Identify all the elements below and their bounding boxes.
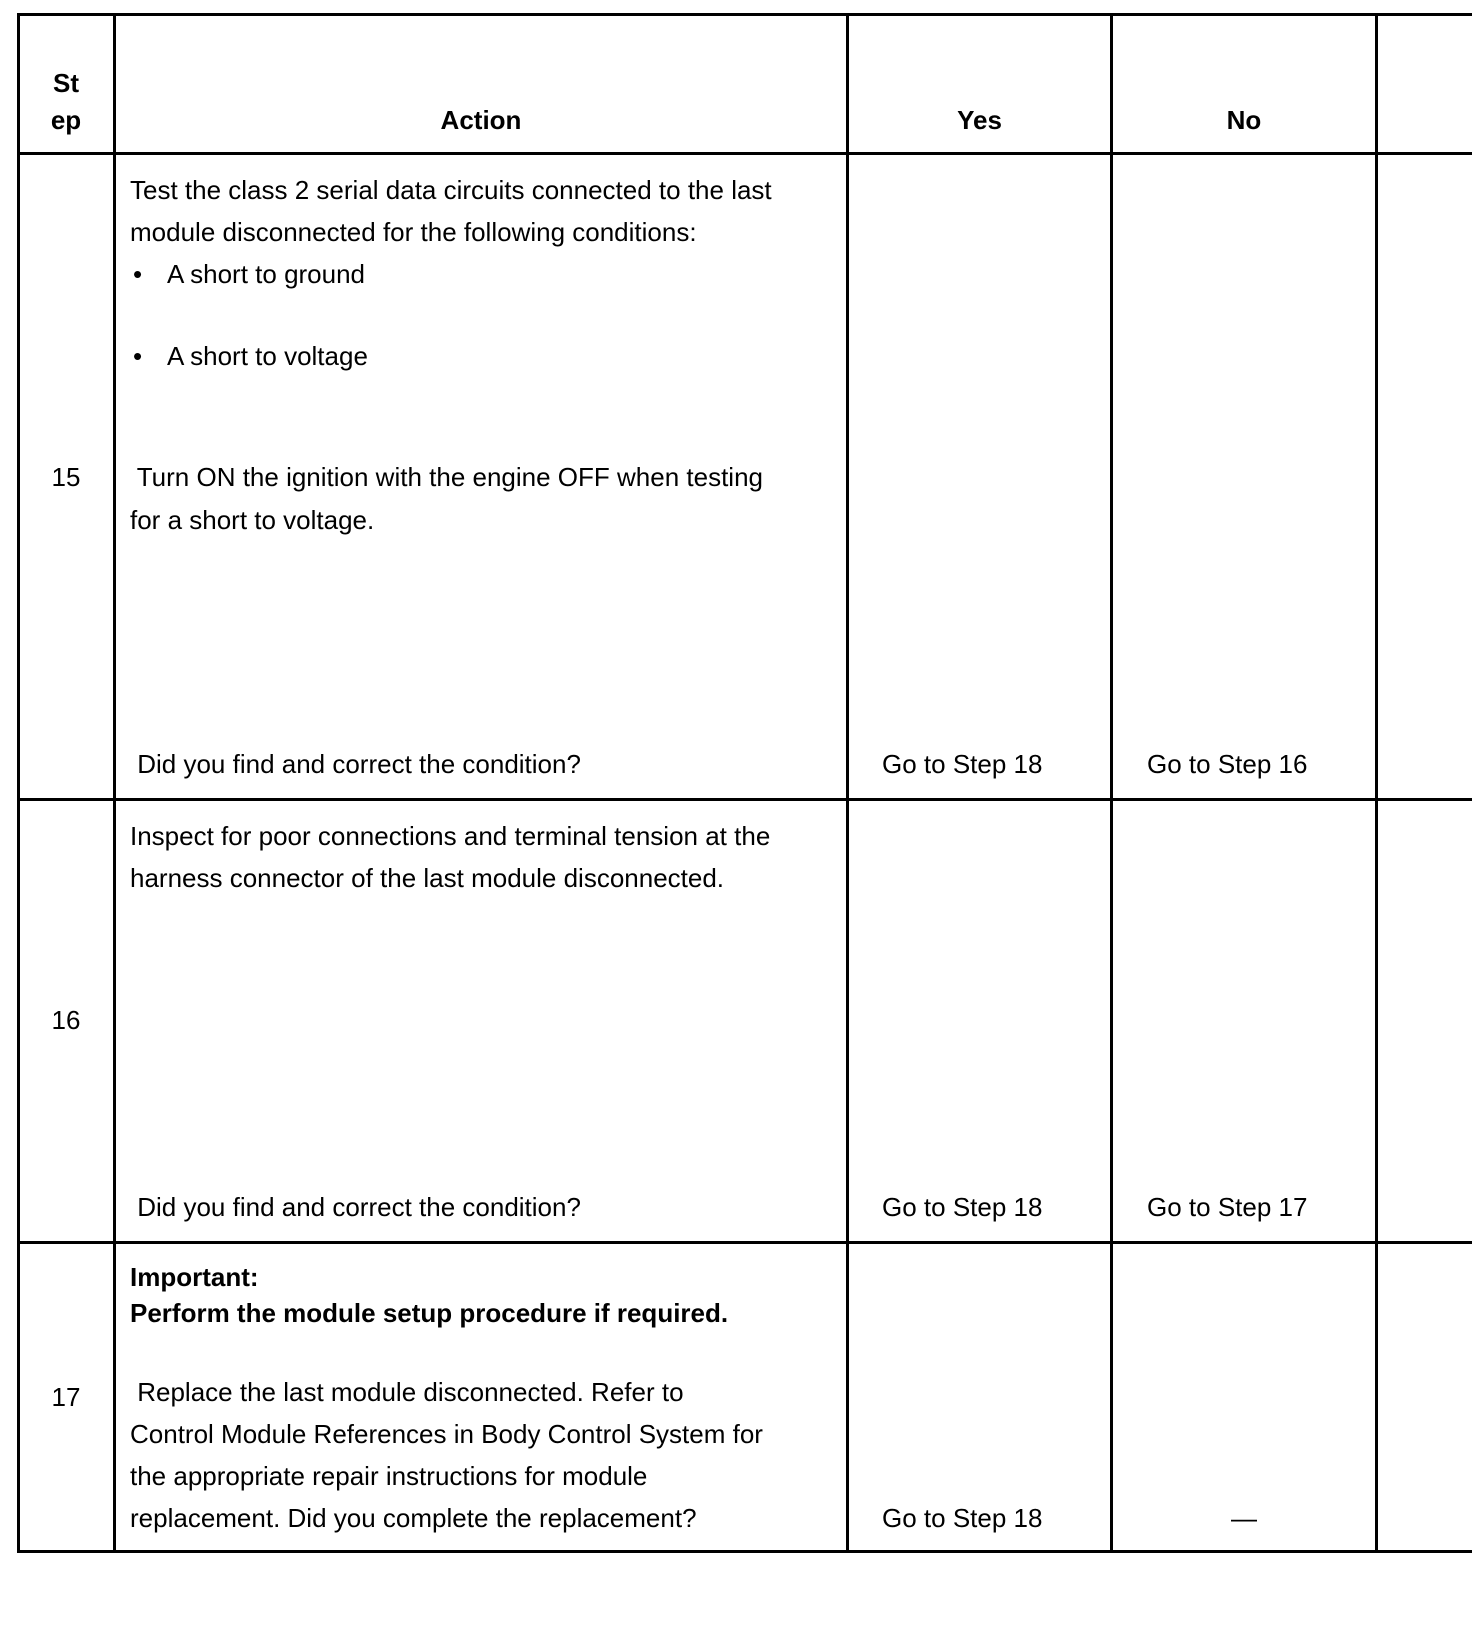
- note-text: Turn ON the ignition with the engine OFF when testing: [130, 462, 764, 492]
- header-step-line1: St: [53, 68, 79, 98]
- bullet-text: A short to ground: [167, 259, 366, 289]
- header-no: No: [1226, 105, 1262, 135]
- table-border-right: [1375, 13, 1378, 1553]
- action-text: module disconnected for the following conditions:: [130, 217, 697, 247]
- bullet-icon: •: [133, 341, 143, 371]
- table-border-bottom: [17, 1550, 1472, 1553]
- yes-result: Go to Step 18: [882, 749, 1043, 779]
- no-result: Go to Step 17: [1147, 1192, 1308, 1222]
- action-text: the appropriate repair instructions for module: [130, 1461, 648, 1491]
- step-number: 15: [51, 462, 81, 492]
- question-text: Did you find and correct the condition?: [130, 1192, 581, 1222]
- action-text: Control Module References in Body Control System for: [130, 1419, 763, 1449]
- action-text: Replace the last module disconnected. Refer to: [130, 1377, 684, 1407]
- column-divider: [1110, 13, 1113, 1553]
- diagnostic-table: [17, 13, 1472, 1648]
- important-text: Perform the module setup procedure if required.: [130, 1298, 729, 1328]
- no-result: Go to Step 16: [1147, 749, 1308, 779]
- table-border-top: [17, 13, 1472, 16]
- action-text: Inspect for poor connections and terminal tension at the: [130, 821, 771, 851]
- note-text: for a short to voltage.: [130, 505, 375, 535]
- action-text: Test the class 2 serial data circuits connected to the last: [130, 175, 772, 205]
- bullet-icon: •: [133, 259, 143, 289]
- yes-result: Go to Step 18: [882, 1503, 1043, 1533]
- action-text: harness connector of the last module disconnected.: [130, 863, 725, 893]
- bullet-text: A short to voltage: [167, 341, 368, 371]
- table-border-left: [17, 13, 20, 1553]
- action-text: replacement. Did you complete the replacement?: [130, 1503, 697, 1533]
- step-number: 16: [51, 1005, 81, 1035]
- header-step-line2: ep: [50, 105, 82, 135]
- question-text: Did you find and correct the condition?: [130, 749, 581, 779]
- column-divider: [846, 13, 849, 1553]
- yes-result: Go to Step 18: [882, 1192, 1043, 1222]
- header-action: Action: [440, 105, 522, 135]
- row-divider: [17, 1241, 1472, 1244]
- column-divider: [113, 13, 116, 1553]
- header-yes: Yes: [957, 105, 1002, 135]
- header-divider: [17, 152, 1472, 155]
- row-divider: [17, 798, 1472, 801]
- step-number: 17: [51, 1382, 81, 1412]
- important-label: Important:: [130, 1262, 259, 1292]
- no-result: —: [1231, 1503, 1257, 1533]
